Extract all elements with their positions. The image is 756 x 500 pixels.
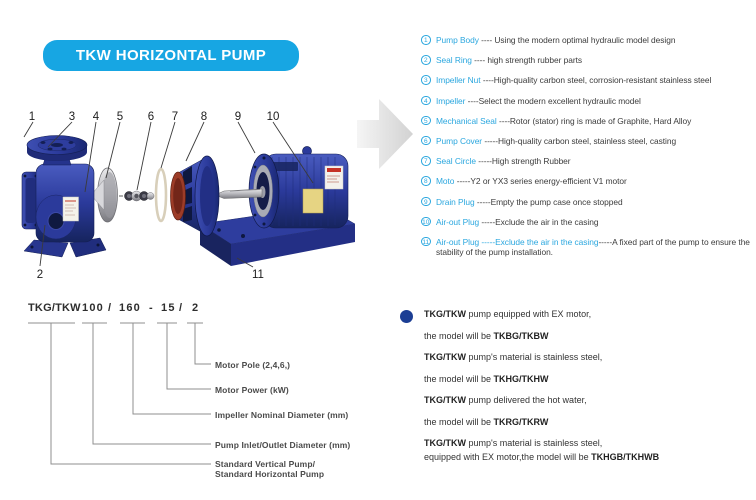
model-code-separator: / xyxy=(179,302,184,314)
variant-text-segment: equipped with EX motor,the model will be xyxy=(424,452,592,462)
callout-1: 1 xyxy=(28,111,36,123)
variant-text-segment: pump delivered the hot water, xyxy=(466,395,587,405)
mechanical-seal-illustration xyxy=(119,191,154,201)
part-name: Moto xyxy=(436,176,455,187)
part-description: ---- Using the modern optimal hydraulic model design xyxy=(478,35,676,45)
circled-number-icon: 5 xyxy=(421,116,431,126)
callout-4: 4 xyxy=(92,111,100,123)
model-code-segment: 160 xyxy=(119,302,141,314)
variant-model-code: TKG/TKW xyxy=(424,309,466,319)
circled-number-icon: 6 xyxy=(421,136,431,146)
variant-text-segment: pump's material is stainless steel, xyxy=(466,352,603,362)
pump-body-illustration xyxy=(22,136,106,258)
variant-line xyxy=(424,417,754,428)
variant-text-segment: the model will be xyxy=(424,416,494,427)
part-list-item xyxy=(421,35,755,46)
part-name: Pump Body xyxy=(436,35,479,45)
variant-model-code: TKHG/TKHW xyxy=(493,373,549,384)
variants-text xyxy=(424,309,754,463)
part-description: -----Empty the pump case once stopped xyxy=(474,196,623,207)
part-name: Air-out Plug xyxy=(436,216,480,227)
circled-number-icon: 1 xyxy=(421,35,431,45)
circled-number-icon: 9 xyxy=(421,197,431,207)
part-list-item xyxy=(421,96,755,107)
parts-list xyxy=(421,35,755,258)
variant-text-segment: the model will be xyxy=(424,330,494,341)
variant-text-segment: pump's material is stainless steel, xyxy=(466,438,603,448)
part-list-item xyxy=(421,176,755,187)
part-name: Air-out Plug -----Exclude the air in the casing xyxy=(436,236,599,247)
callout-2: 2 xyxy=(36,269,44,281)
part-description: -----High-quality carbon steel, stainless steel, casting xyxy=(482,135,677,146)
variant-line xyxy=(424,331,754,342)
shaft-illustration xyxy=(215,189,262,199)
model-code-separator: / xyxy=(108,302,113,314)
circled-number-icon: 4 xyxy=(421,96,431,106)
pump-exploded-diagram xyxy=(10,95,420,290)
part-name: Mechanical Seal xyxy=(436,115,497,126)
part-name: Drain Plug xyxy=(436,196,475,207)
part-list-item xyxy=(421,116,755,127)
callout-6: 6 xyxy=(147,111,155,123)
part-description: -----High strength Rubber xyxy=(475,156,571,167)
part-description: -----Y2 or YX3 series energy-efficient V1 motor xyxy=(454,176,627,187)
part-description: -----A fixed part of the pump to ensure the stability of the pump installation. xyxy=(436,236,750,258)
variant-line xyxy=(424,395,754,406)
motor-illustration xyxy=(249,147,348,229)
page-title: TKW HORIZONTAL PUMP xyxy=(75,47,267,64)
part-description: ----Select the modern excellent hydraulic model xyxy=(465,95,641,106)
bullet-icon xyxy=(400,310,413,323)
part-list-item xyxy=(421,75,755,86)
part-name: Pump Cover xyxy=(436,135,483,146)
part-name: Seal Ring xyxy=(436,55,472,66)
circled-number-icon: 3 xyxy=(421,75,431,85)
variant-text-segment: pump equipped with EX motor, xyxy=(466,309,592,319)
title-banner xyxy=(43,40,299,71)
circled-number-icon: 8 xyxy=(421,176,431,186)
pump-cover-illustration xyxy=(171,156,220,236)
circled-number-icon: 11 xyxy=(422,238,430,246)
variant-model-code: TKRG/TKRW xyxy=(493,416,549,427)
callout-11: 11 xyxy=(252,269,264,281)
model-code-segment: 100 xyxy=(82,302,104,314)
variant-model-code: TKG/TKW xyxy=(424,395,466,405)
variant-text-segment: the model will be xyxy=(424,373,494,384)
variant-line xyxy=(424,438,754,449)
callout-7: 7 xyxy=(171,111,179,123)
pump-diagram-illustration xyxy=(10,95,420,290)
circled-number-icon: 10 xyxy=(422,218,430,226)
callout-8: 8 xyxy=(200,111,208,123)
variant-model-code: TKBG/TKBW xyxy=(493,330,549,341)
part-description: ---- high strength rubber parts xyxy=(471,55,582,66)
variant-model-code: TKG/TKW xyxy=(424,438,466,448)
part-description: -----Exclude the air in the casing xyxy=(479,216,599,227)
circled-number-icon: 7 xyxy=(421,156,431,166)
callout-3: 3 xyxy=(68,111,76,123)
variant-line xyxy=(424,452,754,463)
part-list-item xyxy=(421,217,755,228)
part-name: Impeller xyxy=(436,95,466,106)
circled-number-icon: 2 xyxy=(421,55,431,65)
variant-model-code: TKHGB/TKHWB xyxy=(591,452,660,462)
model-label-motor-power: Motor Power (kW) xyxy=(215,385,289,395)
part-description: ----High-quality carbon steel, corrosion-resistant stainless steel xyxy=(480,75,712,86)
variant-line xyxy=(424,374,754,385)
variant-line xyxy=(424,352,754,363)
part-name: Seal Circle xyxy=(436,156,476,167)
model-code-separator: - xyxy=(149,302,154,314)
callout-5: 5 xyxy=(116,111,124,123)
model-code-prefix: TKG/TKW xyxy=(28,302,81,314)
motor-label xyxy=(303,189,323,213)
model-label-impeller-diameter: Impeller Nominal Diameter (mm) xyxy=(215,410,349,420)
right-arrow-icon xyxy=(357,99,413,169)
part-list-item xyxy=(421,156,755,167)
part-list-item xyxy=(421,136,755,147)
part-description: ----Rotor (stator) ring is made of Graphite, Hard Alloy xyxy=(496,115,692,126)
part-list-item xyxy=(421,197,755,208)
part-list-item xyxy=(421,55,755,66)
model-label-motor-pole: Motor Pole (2,4,6,) xyxy=(215,360,291,370)
model-code-segment: 15 xyxy=(161,302,176,314)
o-ring-illustration xyxy=(156,169,166,221)
model-label-standard-horizontal: Standard Horizontal Pump xyxy=(215,469,325,479)
part-list-item xyxy=(421,237,755,258)
model-code-tree xyxy=(10,300,220,480)
model-code-segment: 2 xyxy=(192,302,200,314)
part-name: Impeller Nut xyxy=(436,75,481,86)
variant-line xyxy=(424,309,754,320)
callout-9: 9 xyxy=(234,111,242,123)
model-label-standard-vertical: Standard Vertical Pump/ xyxy=(215,459,316,469)
variant-model-code: TKG/TKW xyxy=(424,352,466,362)
callout-10: 10 xyxy=(266,111,280,123)
model-label-inlet-outlet: Pump Inlet/Outlet Diameter (mm) xyxy=(215,440,351,450)
